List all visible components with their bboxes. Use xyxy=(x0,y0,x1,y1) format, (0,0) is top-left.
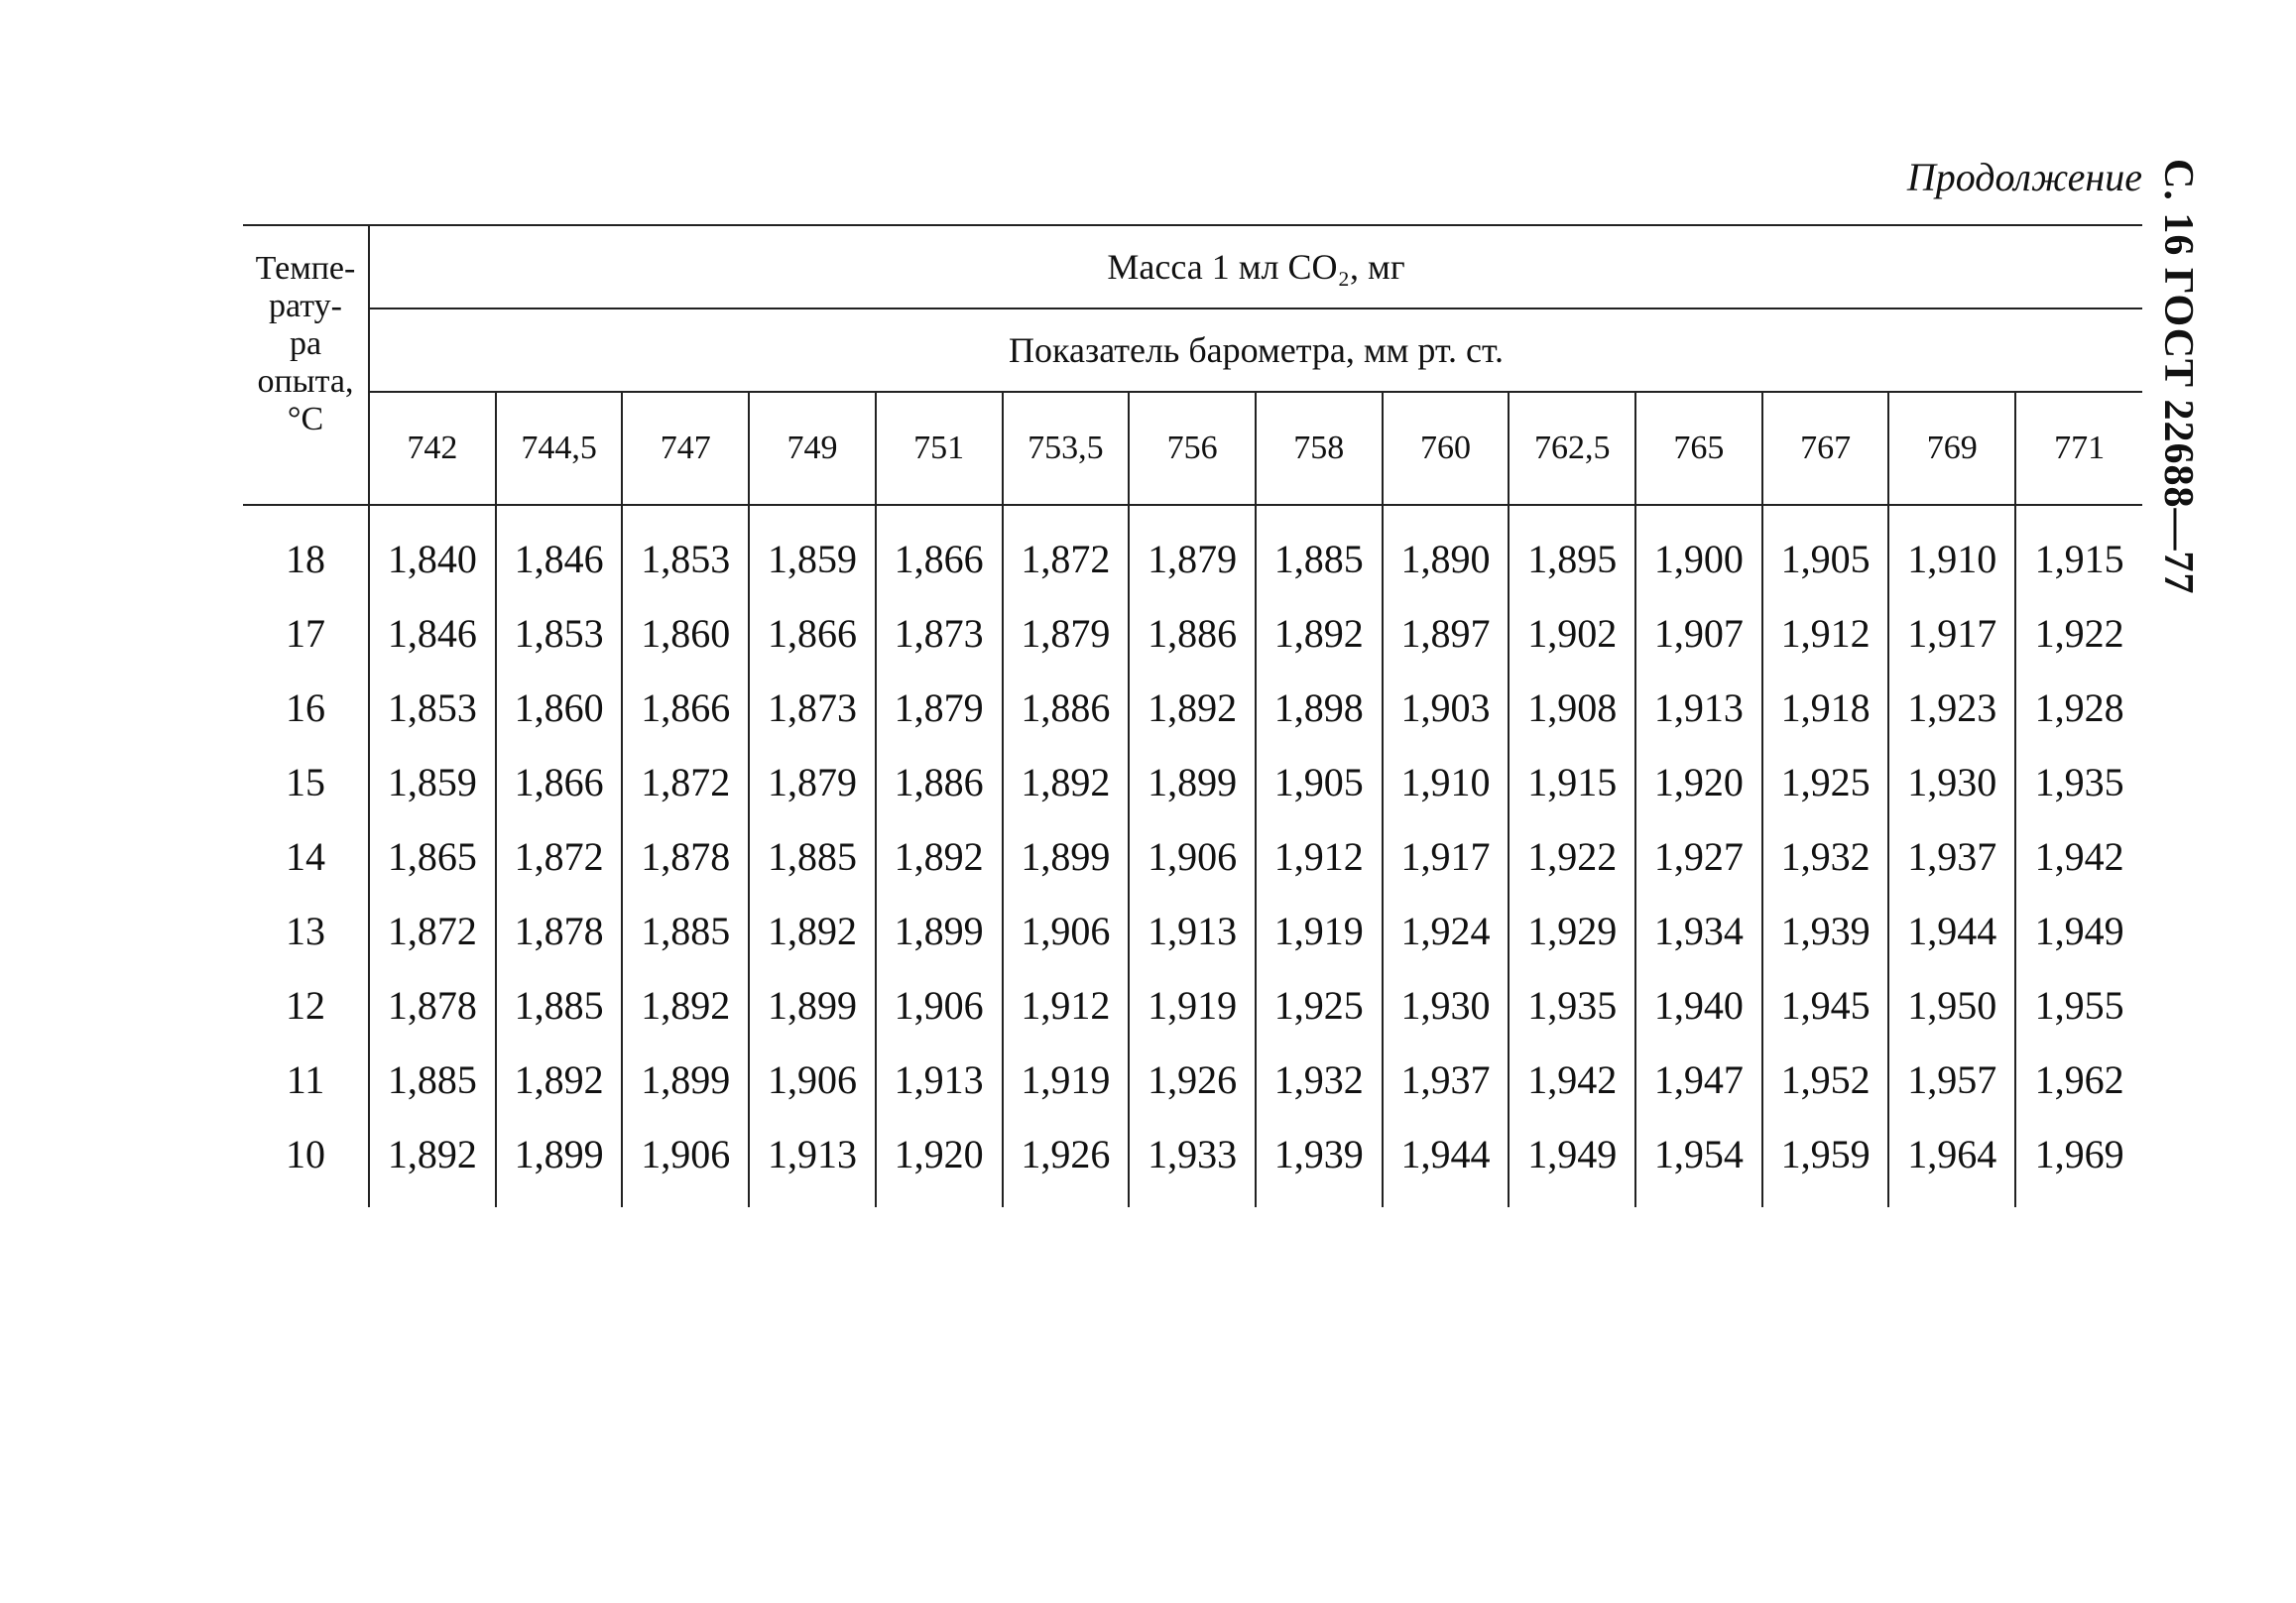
table-row xyxy=(243,1043,2142,1117)
mass-value-cell: 1,907 xyxy=(1635,596,1762,671)
mass-value-cell: 1,899 xyxy=(1003,819,1130,894)
temperature-cell: 17 xyxy=(243,596,369,671)
mass-value-cell: 1,878 xyxy=(496,894,623,968)
barometer-column-header: 744,5 xyxy=(496,392,623,505)
mass-value-cell: 1,898 xyxy=(1256,671,1383,745)
mass-value-cell: 1,872 xyxy=(1003,505,1130,596)
temperature-header-line: опыта, xyxy=(257,363,354,401)
mass-value-cell: 1,930 xyxy=(1888,745,2015,819)
mass-value-cell: 1,885 xyxy=(622,894,749,968)
mass-value-cell: 1,859 xyxy=(369,745,496,819)
mass-value-cell: 1,878 xyxy=(622,819,749,894)
mass-value-cell: 1,924 xyxy=(1383,894,1510,968)
table-row xyxy=(243,1117,2142,1207)
barometer-column-header: 758 xyxy=(1256,392,1383,505)
barometer-column-header: 771 xyxy=(2015,392,2142,505)
mass-value-cell: 1,879 xyxy=(876,671,1003,745)
mass-value-cell: 1,950 xyxy=(1888,968,2015,1043)
mass-value-cell: 1,957 xyxy=(1888,1043,2015,1117)
table-row xyxy=(243,819,2142,894)
mass-value-cell: 1,937 xyxy=(1383,1043,1510,1117)
barometer-column-header: 767 xyxy=(1762,392,1889,505)
mass-value-cell: 1,892 xyxy=(1003,745,1130,819)
mass-value-cell: 1,892 xyxy=(369,1117,496,1207)
mass-value-cell: 1,878 xyxy=(369,968,496,1043)
mass-value-cell: 1,879 xyxy=(749,745,876,819)
mass-value-cell: 1,959 xyxy=(1762,1117,1889,1207)
table-row xyxy=(243,968,2142,1043)
mass-value-cell: 1,906 xyxy=(876,968,1003,1043)
mass-value-cell: 1,913 xyxy=(1635,671,1762,745)
mass-value-cell: 1,902 xyxy=(1509,596,1635,671)
mass-value-cell: 1,910 xyxy=(1383,745,1510,819)
temperature-cell: 16 xyxy=(243,671,369,745)
mass-value-cell: 1,915 xyxy=(2015,505,2142,596)
mass-value-cell: 1,906 xyxy=(749,1043,876,1117)
barometer-column-header: 756 xyxy=(1129,392,1256,505)
mass-value-cell: 1,949 xyxy=(1509,1117,1635,1207)
temperature-header-line: рату- xyxy=(269,288,342,325)
mass-value-cell: 1,892 xyxy=(622,968,749,1043)
mass-value-cell: 1,947 xyxy=(1635,1043,1762,1117)
mass-value-cell: 1,892 xyxy=(1129,671,1256,745)
mass-value-cell: 1,944 xyxy=(1888,894,2015,968)
mass-value-cell: 1,879 xyxy=(1129,505,1256,596)
mass-value-cell: 1,853 xyxy=(496,596,623,671)
mass-value-cell: 1,913 xyxy=(1129,894,1256,968)
mass-value-cell: 1,906 xyxy=(1003,894,1130,968)
mass-value-cell: 1,969 xyxy=(2015,1117,2142,1207)
mass-value-cell: 1,910 xyxy=(1888,505,2015,596)
mass-value-cell: 1,920 xyxy=(876,1117,1003,1207)
mass-value-cell: 1,860 xyxy=(496,671,623,745)
mass-value-cell: 1,866 xyxy=(622,671,749,745)
mass-value-cell: 1,929 xyxy=(1509,894,1635,968)
temperature-header xyxy=(243,225,369,505)
mass-value-cell: 1,886 xyxy=(876,745,1003,819)
temperature-cell: 13 xyxy=(243,894,369,968)
mass-value-cell: 1,866 xyxy=(749,596,876,671)
mass-value-cell: 1,942 xyxy=(2015,819,2142,894)
page-side-label: С. 16 ГОСТ 22688—77 xyxy=(2155,159,2201,595)
mass-value-cell: 1,879 xyxy=(1003,596,1130,671)
mass-value-cell: 1,846 xyxy=(496,505,623,596)
mass-value-cell: 1,915 xyxy=(1509,745,1635,819)
mass-value-cell: 1,853 xyxy=(369,671,496,745)
temperature-cell: 12 xyxy=(243,968,369,1043)
mass-value-cell: 1,890 xyxy=(1383,505,1510,596)
mass-value-cell: 1,922 xyxy=(2015,596,2142,671)
mass-value-cell: 1,945 xyxy=(1762,968,1889,1043)
mass-value-cell: 1,933 xyxy=(1129,1117,1256,1207)
mass-value-cell: 1,930 xyxy=(1383,968,1510,1043)
barometer-column-header: 751 xyxy=(876,392,1003,505)
mass-value-cell: 1,906 xyxy=(1129,819,1256,894)
mass-value-cell: 1,912 xyxy=(1003,968,1130,1043)
table-row xyxy=(243,745,2142,819)
mass-value-cell: 1,905 xyxy=(1762,505,1889,596)
mass-value-cell: 1,939 xyxy=(1256,1117,1383,1207)
mass-value-cell: 1,873 xyxy=(749,671,876,745)
mass-value-cell: 1,923 xyxy=(1888,671,2015,745)
mass-value-cell: 1,908 xyxy=(1509,671,1635,745)
table-row xyxy=(243,596,2142,671)
barometer-column-header: 769 xyxy=(1888,392,2015,505)
mass-value-cell: 1,919 xyxy=(1256,894,1383,968)
mass-value-cell: 1,899 xyxy=(876,894,1003,968)
temperature-header-line: ра xyxy=(289,325,322,363)
continuation-label: Продолжение xyxy=(1906,155,2142,199)
barometer-column-header: 762,5 xyxy=(1509,392,1635,505)
mass-value-cell: 1,885 xyxy=(1256,505,1383,596)
temperature-header-line: Темпе- xyxy=(255,250,356,287)
mass-value-cell: 1,859 xyxy=(749,505,876,596)
barometer-column-header: 760 xyxy=(1383,392,1510,505)
mass-value-cell: 1,899 xyxy=(749,968,876,1043)
mass-value-cell: 1,913 xyxy=(876,1043,1003,1117)
mass-value-cell: 1,935 xyxy=(1509,968,1635,1043)
mass-value-cell: 1,949 xyxy=(2015,894,2142,968)
mass-value-cell: 1,892 xyxy=(876,819,1003,894)
co2-mass-table xyxy=(243,224,2142,1207)
mass-value-cell: 1,942 xyxy=(1509,1043,1635,1117)
mass-value-cell: 1,917 xyxy=(1888,596,2015,671)
mass-value-cell: 1,934 xyxy=(1635,894,1762,968)
mass-value-cell: 1,926 xyxy=(1003,1117,1130,1207)
mass-value-cell: 1,917 xyxy=(1383,819,1510,894)
mass-value-cell: 1,860 xyxy=(622,596,749,671)
temperature-cell: 11 xyxy=(243,1043,369,1117)
mass-value-cell: 1,892 xyxy=(1256,596,1383,671)
mass-value-cell: 1,944 xyxy=(1383,1117,1510,1207)
mass-value-cell: 1,846 xyxy=(369,596,496,671)
mass-value-cell: 1,866 xyxy=(876,505,1003,596)
table-row xyxy=(243,894,2142,968)
barometer-subheader: Показатель барометра, мм рт. ст. xyxy=(369,308,2142,392)
mass-value-cell: 1,927 xyxy=(1635,819,1762,894)
mass-value-cell: 1,932 xyxy=(1762,819,1889,894)
temperature-cell: 10 xyxy=(243,1117,369,1207)
mass-value-cell: 1,905 xyxy=(1256,745,1383,819)
mass-value-cell: 1,913 xyxy=(749,1117,876,1207)
mass-value-cell: 1,886 xyxy=(1129,596,1256,671)
mass-value-cell: 1,872 xyxy=(622,745,749,819)
mass-value-cell: 1,918 xyxy=(1762,671,1889,745)
barometer-column-header: 765 xyxy=(1635,392,1762,505)
mass-value-cell: 1,926 xyxy=(1129,1043,1256,1117)
mass-value-cell: 1,840 xyxy=(369,505,496,596)
mass-value-cell: 1,925 xyxy=(1256,968,1383,1043)
mass-value-cell: 1,885 xyxy=(369,1043,496,1117)
mass-value-cell: 1,866 xyxy=(496,745,623,819)
mass-value-cell: 1,919 xyxy=(1129,968,1256,1043)
temperature-cell: 15 xyxy=(243,745,369,819)
mass-value-cell: 1,903 xyxy=(1383,671,1510,745)
mass-value-cell: 1,962 xyxy=(2015,1043,2142,1117)
mass-value-cell: 1,920 xyxy=(1635,745,1762,819)
mass-value-cell: 1,873 xyxy=(876,596,1003,671)
mass-value-cell: 1,925 xyxy=(1762,745,1889,819)
mass-value-cell: 1,919 xyxy=(1003,1043,1130,1117)
mass-value-cell: 1,899 xyxy=(622,1043,749,1117)
mass-value-cell: 1,885 xyxy=(496,968,623,1043)
temperature-cell: 14 xyxy=(243,819,369,894)
mass-value-cell: 1,935 xyxy=(2015,745,2142,819)
mass-value-cell: 1,954 xyxy=(1635,1117,1762,1207)
mass-value-cell: 1,885 xyxy=(749,819,876,894)
mass-value-cell: 1,899 xyxy=(1129,745,1256,819)
mass-value-cell: 1,872 xyxy=(496,819,623,894)
mass-value-cell: 1,955 xyxy=(2015,968,2142,1043)
mass-value-cell: 1,912 xyxy=(1762,596,1889,671)
mass-value-cell: 1,906 xyxy=(622,1117,749,1207)
temperature-cell: 18 xyxy=(243,505,369,596)
barometer-column-header: 747 xyxy=(622,392,749,505)
mass-value-cell: 1,853 xyxy=(622,505,749,596)
mass-value-cell: 1,928 xyxy=(2015,671,2142,745)
mass-value-cell: 1,892 xyxy=(749,894,876,968)
barometer-column-header: 753,5 xyxy=(1003,392,1130,505)
mass-value-cell: 1,872 xyxy=(369,894,496,968)
mass-value-cell: 1,900 xyxy=(1635,505,1762,596)
mass-value-cell: 1,937 xyxy=(1888,819,2015,894)
table-row xyxy=(243,505,2142,596)
barometer-column-header: 742 xyxy=(369,392,496,505)
mass-value-cell: 1,932 xyxy=(1256,1043,1383,1117)
mass-value-cell: 1,897 xyxy=(1383,596,1510,671)
mass-value-cell: 1,886 xyxy=(1003,671,1130,745)
mass-value-cell: 1,865 xyxy=(369,819,496,894)
mass-value-cell: 1,939 xyxy=(1762,894,1889,968)
mass-value-cell: 1,922 xyxy=(1509,819,1635,894)
mass-value-cell: 1,895 xyxy=(1509,505,1635,596)
mass-value-cell: 1,912 xyxy=(1256,819,1383,894)
mass-value-cell: 1,940 xyxy=(1635,968,1762,1043)
mass-value-cell: 1,964 xyxy=(1888,1117,2015,1207)
mass-value-cell: 1,899 xyxy=(496,1117,623,1207)
mass-group-header: Масса 1 мл CO₂, мг xyxy=(369,225,2142,308)
table-row xyxy=(243,671,2142,745)
barometer-column-header: 749 xyxy=(749,392,876,505)
mass-value-cell: 1,952 xyxy=(1762,1043,1889,1117)
temperature-header-line: °С xyxy=(287,401,324,438)
mass-value-cell: 1,892 xyxy=(496,1043,623,1117)
